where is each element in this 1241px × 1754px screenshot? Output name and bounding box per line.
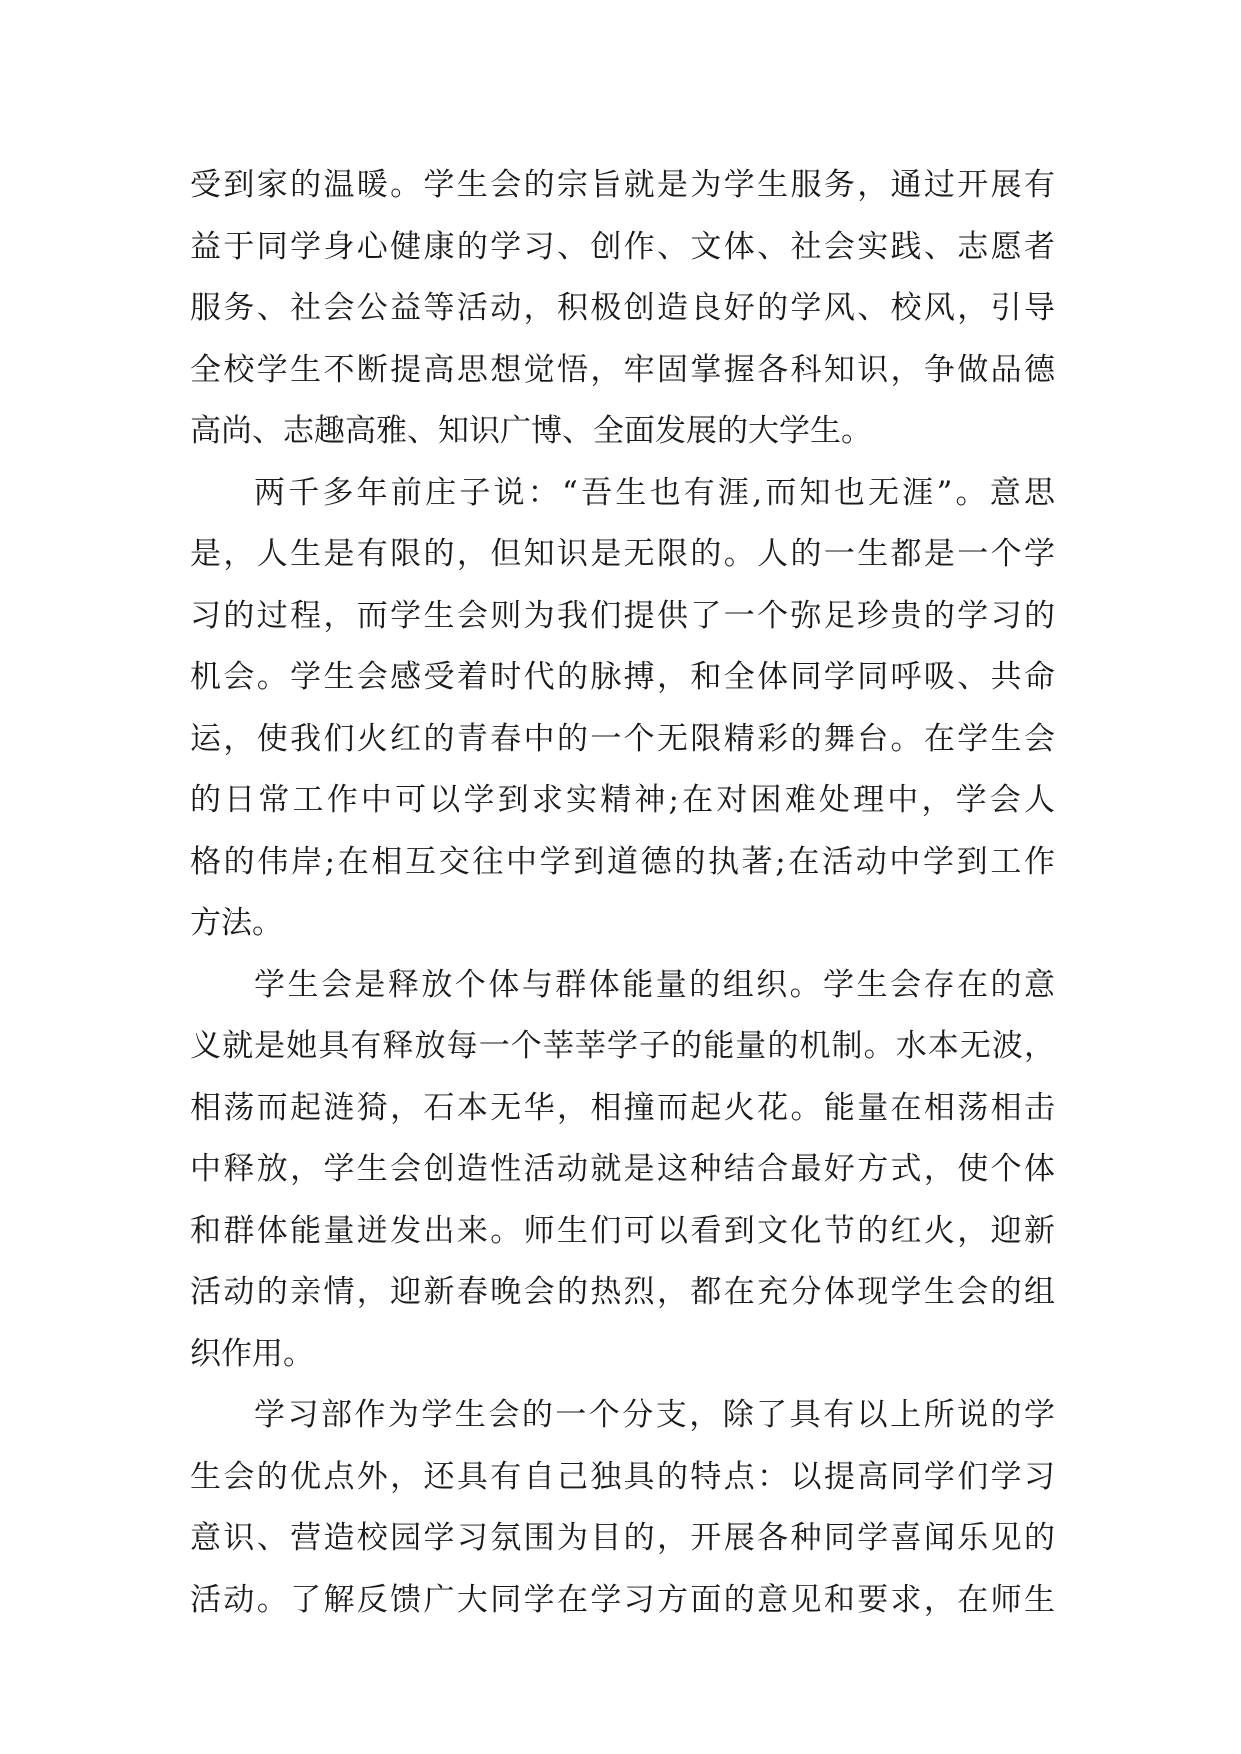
text-line: 格的伟岸;在相互交往中学到道德的执著;在活动中学到工作	[190, 843, 1055, 880]
paragraph-3	[190, 955, 1055, 1386]
text-line: 服务、社会公益等活动，积极创造良好的学风、校风，引导	[190, 290, 1055, 326]
paragraph-4	[190, 1385, 1055, 1631]
body-text	[190, 155, 1055, 1631]
text-line: 相荡而起涟猗，石本无华，相撞而起火花。能量在相荡相击	[190, 1089, 1055, 1126]
text-line: 机会。学生会感受着时代的脉搏，和全体同学同呼吸、共命	[190, 659, 1055, 695]
text-line: 织作用。	[190, 1335, 314, 1372]
text-line: 习的过程，而学生会则为我们提供了一个弥足珍贵的学习的	[190, 597, 1055, 634]
text-line: 活动的亲情，迎新春晚会的热烈，都在充分体现学生会的组	[190, 1274, 1055, 1310]
text-line: 活动。了解反馈广大同学在学习方面的意见和要求，在师生	[190, 1581, 1055, 1618]
text-line: 方法。	[190, 905, 283, 941]
text-line: 运，使我们火红的青春中的一个无限精彩的舞台。在学生会	[190, 720, 1055, 757]
text-line: 全校学生不断提高思想觉悟，牢固掌握各科知识，争做品德	[190, 351, 1055, 388]
text-line: 学习部作为学生会的一个分支，除了具有以上所说的学	[254, 1397, 1055, 1433]
text-line: 中释放，学生会创造性活动就是这种结合最好方式，使个体	[190, 1151, 1055, 1187]
text-line: 益于同学身心健康的学习、创作、文体、社会实践、志愿者	[190, 228, 1055, 265]
text-line: 两千多年前庄子说：“吾生也有涯,而知也无涯”。意思	[254, 474, 1055, 511]
text-line: 学生会是释放个体与群体能量的组织。学生会存在的意	[254, 966, 1055, 1003]
text-line: 和群体能量迸发出来。师生们可以看到文化节的红火，迎新	[190, 1212, 1055, 1249]
text-line: 受到家的温暖。学生会的宗旨就是为学生服务，通过开展有	[190, 167, 1055, 203]
text-line: 义就是她具有释放每一个莘莘学子的能量的机制。水本无波，	[190, 1028, 1055, 1064]
text-line: 生会的优点外，还具有自己独具的特点：以提高同学们学习	[190, 1458, 1055, 1495]
text-line: 的日常工作中可以学到求实精神;在对困难处理中，学会人	[190, 782, 1055, 818]
paragraph-2	[190, 463, 1055, 955]
text-line: 意识、营造校园学习氛围为目的，开展各种同学喜闻乐见的	[190, 1520, 1055, 1556]
paragraph-1	[190, 155, 1055, 463]
text-line: 高尚、志趣高雅、知识广博、全面发展的大学生。	[190, 413, 872, 449]
text-line: 是，人生是有限的，但知识是无限的。人的一生都是一个学	[190, 536, 1055, 572]
